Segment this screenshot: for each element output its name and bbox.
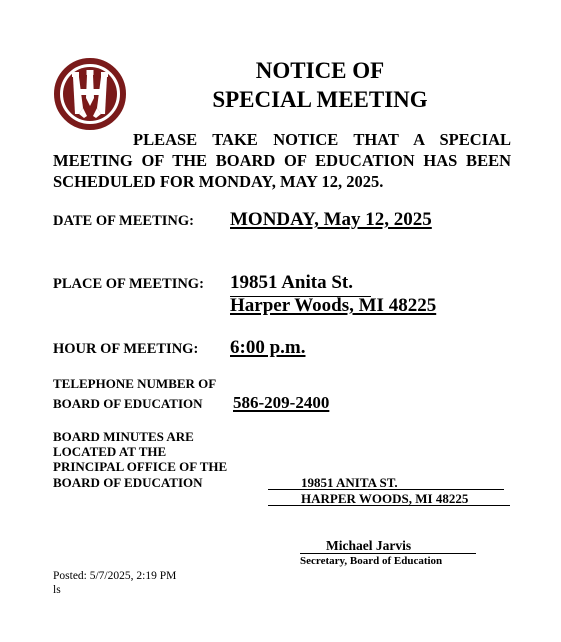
hour-label: HOUR OF MEETING:: [53, 341, 199, 357]
minutes-label-2: LOCATED AT THE: [53, 444, 167, 459]
place-label: PLACE OF MEETING:: [53, 276, 204, 292]
minutes-address-1: 19851 ANITA ST.: [301, 475, 398, 490]
harper-woods-hw-logo-icon: [54, 58, 126, 130]
place-line-1: 19851 Anita St.: [230, 272, 353, 293]
minutes-address-2: HARPER WOODS, MI 48225: [301, 491, 469, 506]
minutes-address-1-underline: [268, 489, 504, 490]
date-value: MONDAY, May 12, 2025: [230, 209, 432, 230]
posted-line-1: Posted: 5/7/2025, 2:19 PM: [53, 570, 177, 582]
date-label: DATE OF MEETING:: [53, 213, 194, 229]
intro-paragraph: [53, 129, 511, 192]
intro-rest: MEETING OF THE BOARD OF EDUCATION HAS BEEN SCHEDULED FOR MONDAY, MAY 12, 2025.: [53, 151, 511, 191]
hour-value: 6:00 p.m.: [230, 337, 306, 358]
place-line-2: Harper Woods, MI 48225: [230, 295, 437, 316]
phone-label-2: BOARD OF EDUCATION: [53, 396, 203, 411]
signature-underline: [300, 553, 476, 554]
intro-line-1: PLEASE TAKE NOTICE THAT A SPECIAL: [133, 130, 511, 149]
signature-title: Secretary, Board of Education: [300, 555, 443, 567]
minutes-label-1: BOARD MINUTES ARE: [53, 429, 194, 444]
phone-label-1: TELEPHONE NUMBER OF: [53, 376, 217, 391]
minutes-address-2-underline: [268, 505, 510, 506]
minutes-label-3: PRINCIPAL OFFICE OF THE: [53, 459, 228, 474]
signature-name: Michael Jarvis: [326, 538, 412, 553]
phone-value: 586-209-2400: [233, 393, 330, 412]
title-line-2: SPECIAL MEETING: [212, 87, 428, 112]
minutes-label-4: BOARD OF EDUCATION: [53, 475, 203, 490]
title-line-1: NOTICE OF: [255, 58, 385, 83]
posted-line-2: ls: [53, 584, 61, 596]
